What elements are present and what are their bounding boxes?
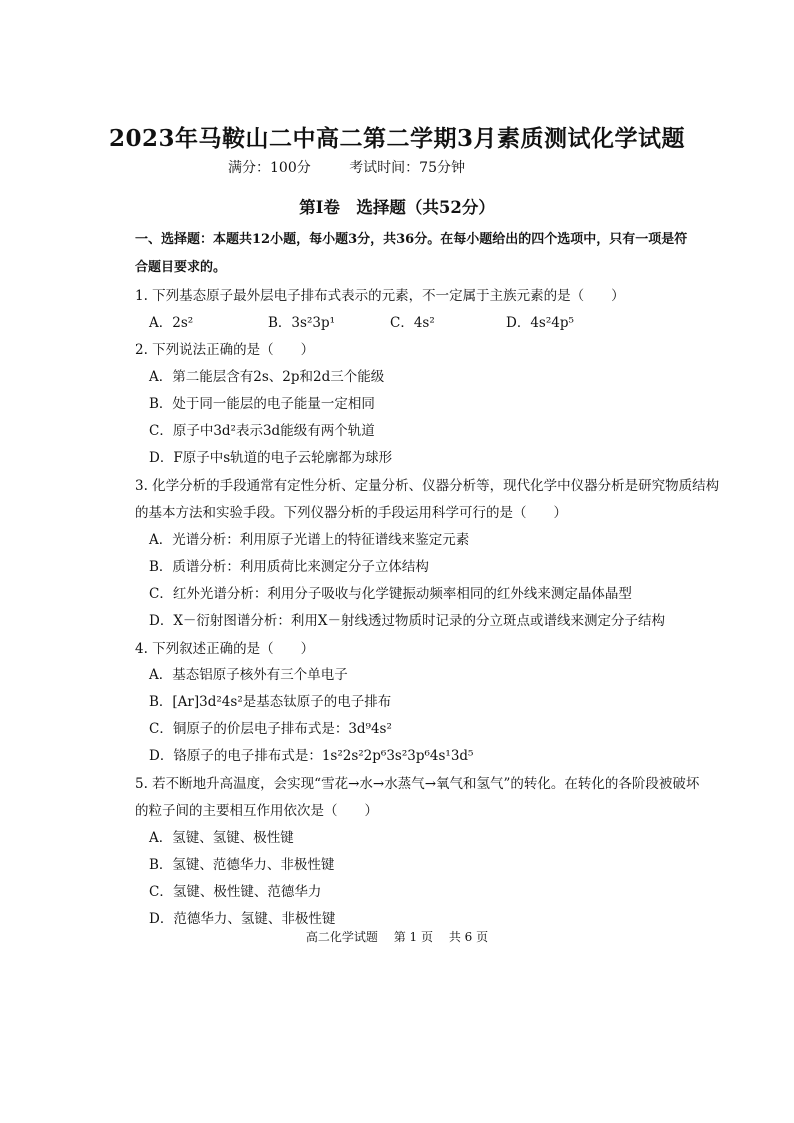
question-3-stem-line2: 的基本方法和实验手段。下列仪器分析的手段运用科学可行的是（ ） — [135, 505, 567, 521]
page-footer — [0, 928, 794, 945]
question-4-option-b: B．[Ar]3d²4s²是基态钛原子的电子排布 — [149, 694, 392, 710]
question-3-option-b: B．质谱分析：利用质荷比来测定分子立体结构 — [149, 559, 429, 575]
question-4-option-a: A．基态铝原子核外有三个单电子 — [149, 667, 348, 683]
question-2-option-d: D．F原子中s轨道的电子云轮廓都为球形 — [149, 450, 393, 466]
section-title: 第Ⅰ卷 选择题（共52分） — [299, 198, 495, 217]
question-1-option-c: C．4s² — [390, 315, 435, 331]
exam-title: 2023年马鞍山二中高二第二学期3月素质测试化学试题 — [108, 125, 686, 152]
question-5-stem-line1: 5. 若不断地升高温度，会实现“雪花→水→水蒸气→氧气和氢气”的转化。在转化的各阶段被破坏 — [135, 776, 700, 792]
question-3-stem-line1: 3. 化学分析的手段通常有定性分析、定量分析、仪器分析等，现代化学中仪器分析是研究物质结构 — [135, 478, 720, 494]
section-instruction-line1: 一、选择题：本题共12小题，每小题3分，共36分。在每小题给出的四个选项中，只有一项是符 — [135, 232, 688, 247]
question-2-stem: 2. 下列说法正确的是（ ） — [135, 342, 315, 358]
question-1-stem: 1. 下列基态原子最外层电子排布式表示的元素，不一定属于主族元素的是（ ） — [135, 288, 625, 304]
question-5-option-d: D．范德华力、氢键、非极性键 — [149, 911, 336, 927]
question-5-stem-line2: 的粒子间的主要相互作用依次是（ ） — [135, 803, 378, 819]
question-2-option-c: C．原子中3d²表示3d能级有两个轨道 — [149, 423, 375, 439]
question-1-option-a: A．2s² — [149, 315, 194, 331]
question-1-option-d: D．4s²4p⁵ — [506, 315, 574, 331]
question-2-option-b: B．处于同一能层的电子能量一定相同 — [149, 396, 375, 412]
question-3-option-a: A．光谱分析：利用原子光谱上的特征谱线来鉴定元素 — [149, 532, 470, 548]
exam-meta — [228, 157, 465, 177]
question-5-option-c: C．氢键、极性键、范德华力 — [149, 884, 322, 900]
footer-subject: 高二化学试题 — [305, 930, 378, 944]
question-1-option-b: B．3s²3p¹ — [268, 315, 335, 331]
question-4-option-c: C．铜原子的价层电子排布式是：3d⁹4s² — [149, 721, 392, 737]
footer-page-number: 第 1 页 — [393, 930, 433, 944]
question-5-option-b: B．氢键、范德华力、非极性键 — [149, 857, 335, 873]
full-score: 满分：100分 — [228, 160, 311, 176]
section-instruction-line2: 合题目要求的。 — [135, 260, 227, 275]
question-4-option-d: D．铬原子的电子排布式是：1s²2s²2p⁶3s²3p⁶4s¹3d⁵ — [149, 748, 474, 764]
question-4-stem: 4. 下列叙述正确的是（ ） — [135, 641, 315, 657]
question-3-option-d: D．X－衍射图谱分析：利用X－射线透过物质时记录的分立斑点或谱线来测定分子结构 — [149, 613, 666, 629]
exam-time: 考试时间：75分钟 — [349, 160, 466, 176]
footer-page-total: 共 6 页 — [448, 930, 489, 944]
question-2-option-a: A．第二能层含有2s、2p和2d三个能级 — [149, 369, 385, 385]
question-5-option-a: A．氢键、氢键、极性键 — [149, 830, 294, 846]
question-3-option-c: C．红外光谱分析：利用分子吸收与化学键振动频率相同的红外线来测定晶体晶型 — [149, 586, 632, 602]
